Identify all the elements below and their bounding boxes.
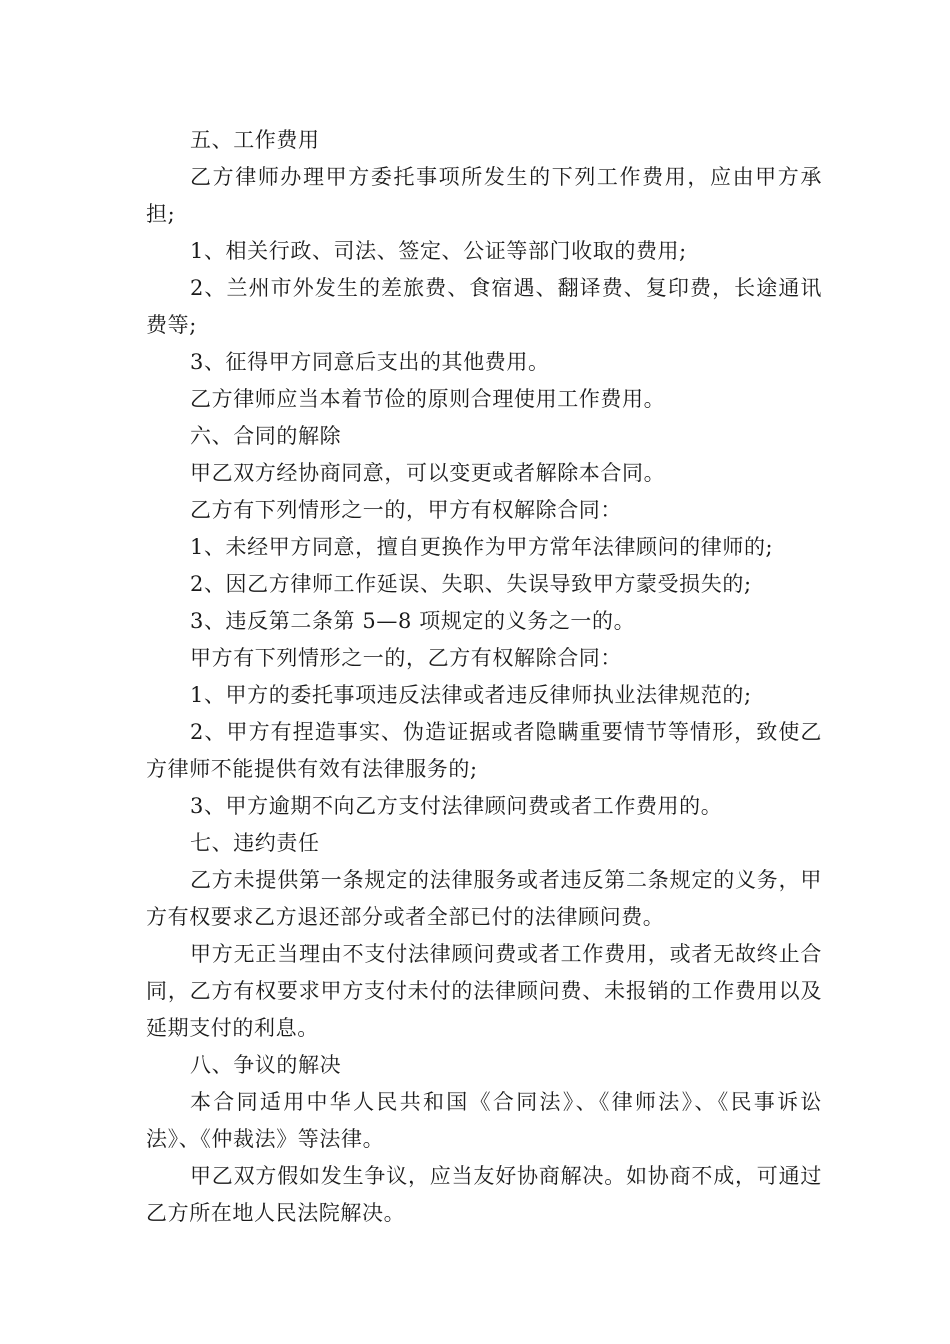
list-item: 2、兰州市外发生的差旅费、食宿遇、翻译费、复印费，长途通讯费等; bbox=[146, 276, 822, 337]
paragraph: 甲乙双方假如发生争议，应当友好协商解决。如协商不成，可通过乙方所在地人民法院解决。 bbox=[146, 1164, 822, 1225]
paragraph: 乙方未提供第一条规定的法律服务或者违反第二条规定的义务，甲方有权要求乙方退还部分或者全部已付的法律顾问费。 bbox=[146, 868, 822, 929]
section-heading-termination: 六、合同的解除 bbox=[190, 424, 342, 448]
list-item: 3、征得甲方同意后支出的其他费用。 bbox=[190, 350, 550, 374]
list-item: 3、违反第二条第 5—8 项规定的义务之一的。 bbox=[190, 609, 636, 633]
list-item: 1、甲方的委托事项违反法律或者违反律师执业法律规范的; bbox=[190, 683, 752, 707]
section-heading-work-expenses: 五、工作费用 bbox=[190, 128, 320, 152]
list-item: 3、甲方逾期不向乙方支付法律顾问费或者工作费用的。 bbox=[190, 794, 723, 818]
paragraph: 乙方有下列情形之一的，甲方有权解除合同： bbox=[190, 498, 622, 522]
paragraph: 乙方律师应当本着节俭的原则合理使用工作费用。 bbox=[190, 387, 666, 411]
list-item: 2、甲方有捏造事实、伪造证据或者隐瞒重要情节等情形，致使乙方律师不能提供有效有法律服务的; bbox=[146, 720, 822, 781]
list-item: 2、因乙方律师工作延误、失职、失误导致甲方蒙受损失的; bbox=[190, 572, 752, 596]
section-heading-breach: 七、违约责任 bbox=[190, 831, 320, 855]
document-body bbox=[146, 122, 822, 1232]
list-item: 1、相关行政、司法、签定、公证等部门收取的费用; bbox=[190, 239, 687, 263]
paragraph: 乙方律师办理甲方委托事项所发生的下列工作费用，应由甲方承担; bbox=[146, 165, 822, 226]
paragraph: 甲方无正当理由不支付法律顾问费或者工作费用，或者无故终止合同，乙方有权要求甲方支付未付的法律顾问费、未报销的工作费用以及延期支付的利息。 bbox=[146, 942, 822, 1040]
paragraph: 本合同适用中华人民共和国《合同法》、《律师法》、《民事诉讼法》、《仲裁法》等法律。 bbox=[146, 1090, 822, 1151]
paragraph: 甲方有下列情形之一的，乙方有权解除合同： bbox=[190, 646, 622, 670]
section-heading-disputes: 八、争议的解决 bbox=[190, 1053, 342, 1077]
paragraph: 甲乙双方经协商同意，可以变更或者解除本合同。 bbox=[190, 461, 666, 485]
list-item: 1、未经甲方同意，擅自更换作为甲方常年法律顾问的律师的; bbox=[190, 535, 774, 559]
